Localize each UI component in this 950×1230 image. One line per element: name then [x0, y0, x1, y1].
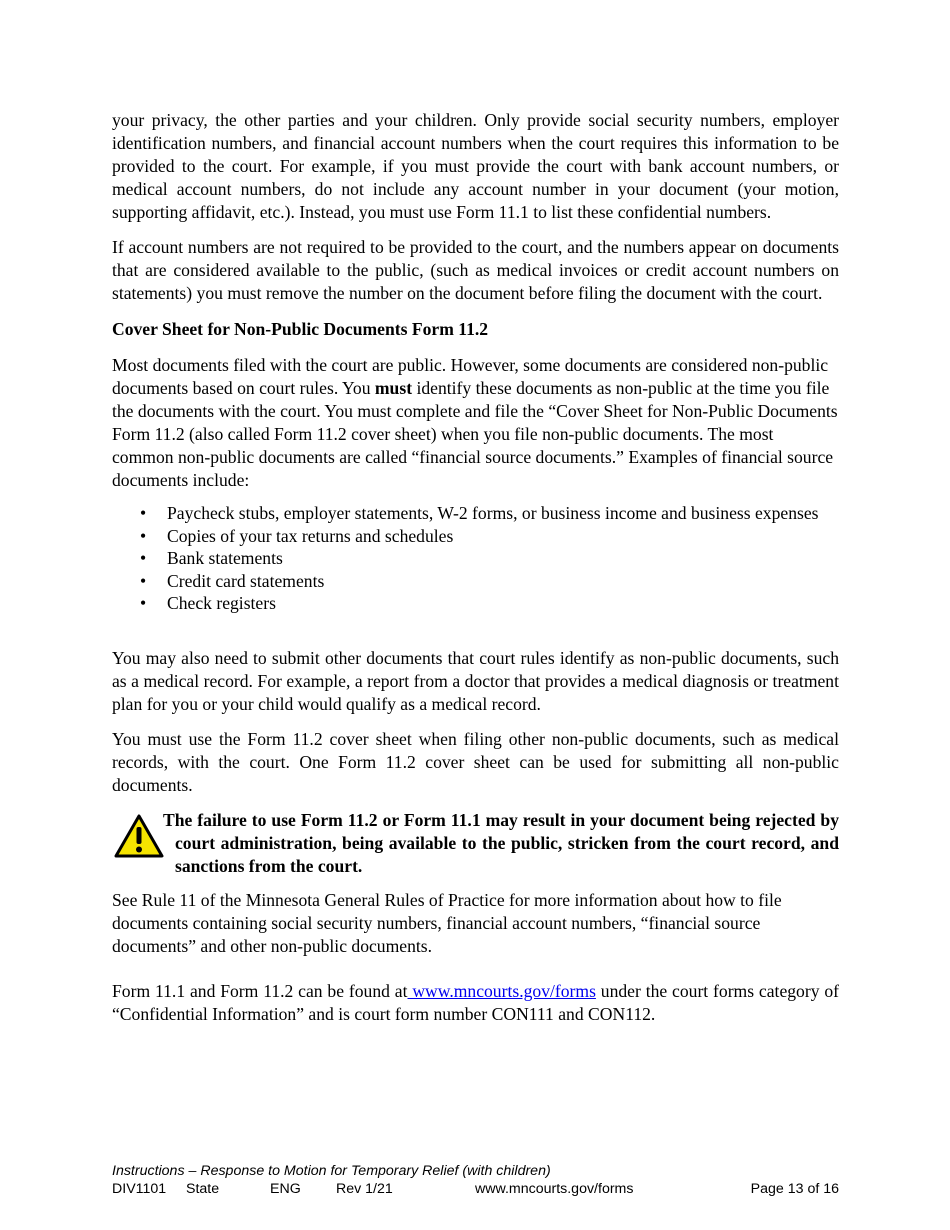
warning-callout: [112, 809, 839, 878]
mncourts-forms-link[interactable]: www.mncourts.gov/forms: [407, 980, 596, 1001]
financial-documents-list: [112, 502, 839, 615]
list-item: • Check registers: [140, 593, 276, 613]
footer-title: Instructions – Response to Motion for Temporary Relief (with children): [112, 1163, 551, 1179]
warning-triangle-icon: [114, 814, 164, 858]
forms-location-paragraph: Form 11.1 and Form 11.2 can be found at www.mncourts.gov/forms under the court forms category of “Confidential Information” and is court form number CON111 and CON112.: [112, 980, 840, 1024]
rule-11-paragraph: See Rule 11 of the Minnesota General Rules of Practice for more information about how to file documents containing social security numbers, financial account numbers, “financial source documents” and other non-public documents.: [112, 889, 782, 956]
page-number: Page 13 of 16: [750, 1181, 839, 1197]
privacy-paragraph: your privacy, the other parties and your children. Only provide social security numbers, employer identification numbers, and financial account numbers when the court requires this information to be provided to the court. For example, if you must provide the court with bank account numbers, or medical account numbers, do not include any account number in your document (your motion, supporting affidavit, etc.). Instead, you must use Form 11.1 to list these confidential numbers.: [112, 110, 839, 222]
jurisdiction: State: [186, 1181, 220, 1197]
form-code: DIV1101: [112, 1181, 167, 1197]
non-public-intro-paragraph: Most documents filed with the court are public. However, some documents are considered non-public documents based on court rules. You must identify these documents as non-public at the time you file the documents with the court. You must complete and file the “Cover Sheet for Non-Public Documents Form 11.2 (also called Form 11.2 cover sheet) when you file non-public documents. The most common non-public documents are called “financial source documents.” Examples of financial source documents include:: [112, 355, 838, 490]
revision: Rev 1/21: [336, 1181, 393, 1197]
list-item: • Credit card statements: [140, 570, 325, 591]
section-heading: Cover Sheet for Non-Public Documents Form 11.2: [112, 319, 489, 339]
list-item: • Copies of your tax returns and schedules: [140, 525, 454, 546]
warning-text: The failure to use Form 11.2 or Form 11.1 may result in your document being rejected by court administration, being available to the public, stricken from the court record, and sanctions from the court.: [163, 809, 839, 876]
list-item: • Paycheck stubs, employer statements, W-2 forms, or business income and business expenses: [140, 503, 819, 523]
list-item: • Bank statements: [140, 548, 283, 568]
footer-website: www.mncourts.gov/forms: [475, 1181, 634, 1197]
language: ENG: [270, 1181, 301, 1197]
document-body: [112, 109, 839, 1026]
cover-sheet-paragraph: You must use the Form 11.2 cover sheet when filing other non-public documents, such as medical records, with the court. One Form 11.2 cover sheet can be used for submitting all non-public documents.: [112, 728, 839, 795]
account-numbers-paragraph: If account numbers are not required to be provided to the court, and the numbers appear on documents that are considered available to the public, (such as medical invoices or credit account numbers on statements) you must remove the number on the document before filing the document with the court.: [112, 237, 839, 303]
footer-meta-row: [112, 1180, 839, 1198]
medical-record-paragraph: You may also need to submit other documents that court rules identify as non-public documents, such as a medical record. For example, a report from a doctor that provides a medical diagnosis or treatment plan for you or your child would qualify as a medical record.: [112, 647, 839, 714]
page-footer: [112, 1162, 839, 1198]
